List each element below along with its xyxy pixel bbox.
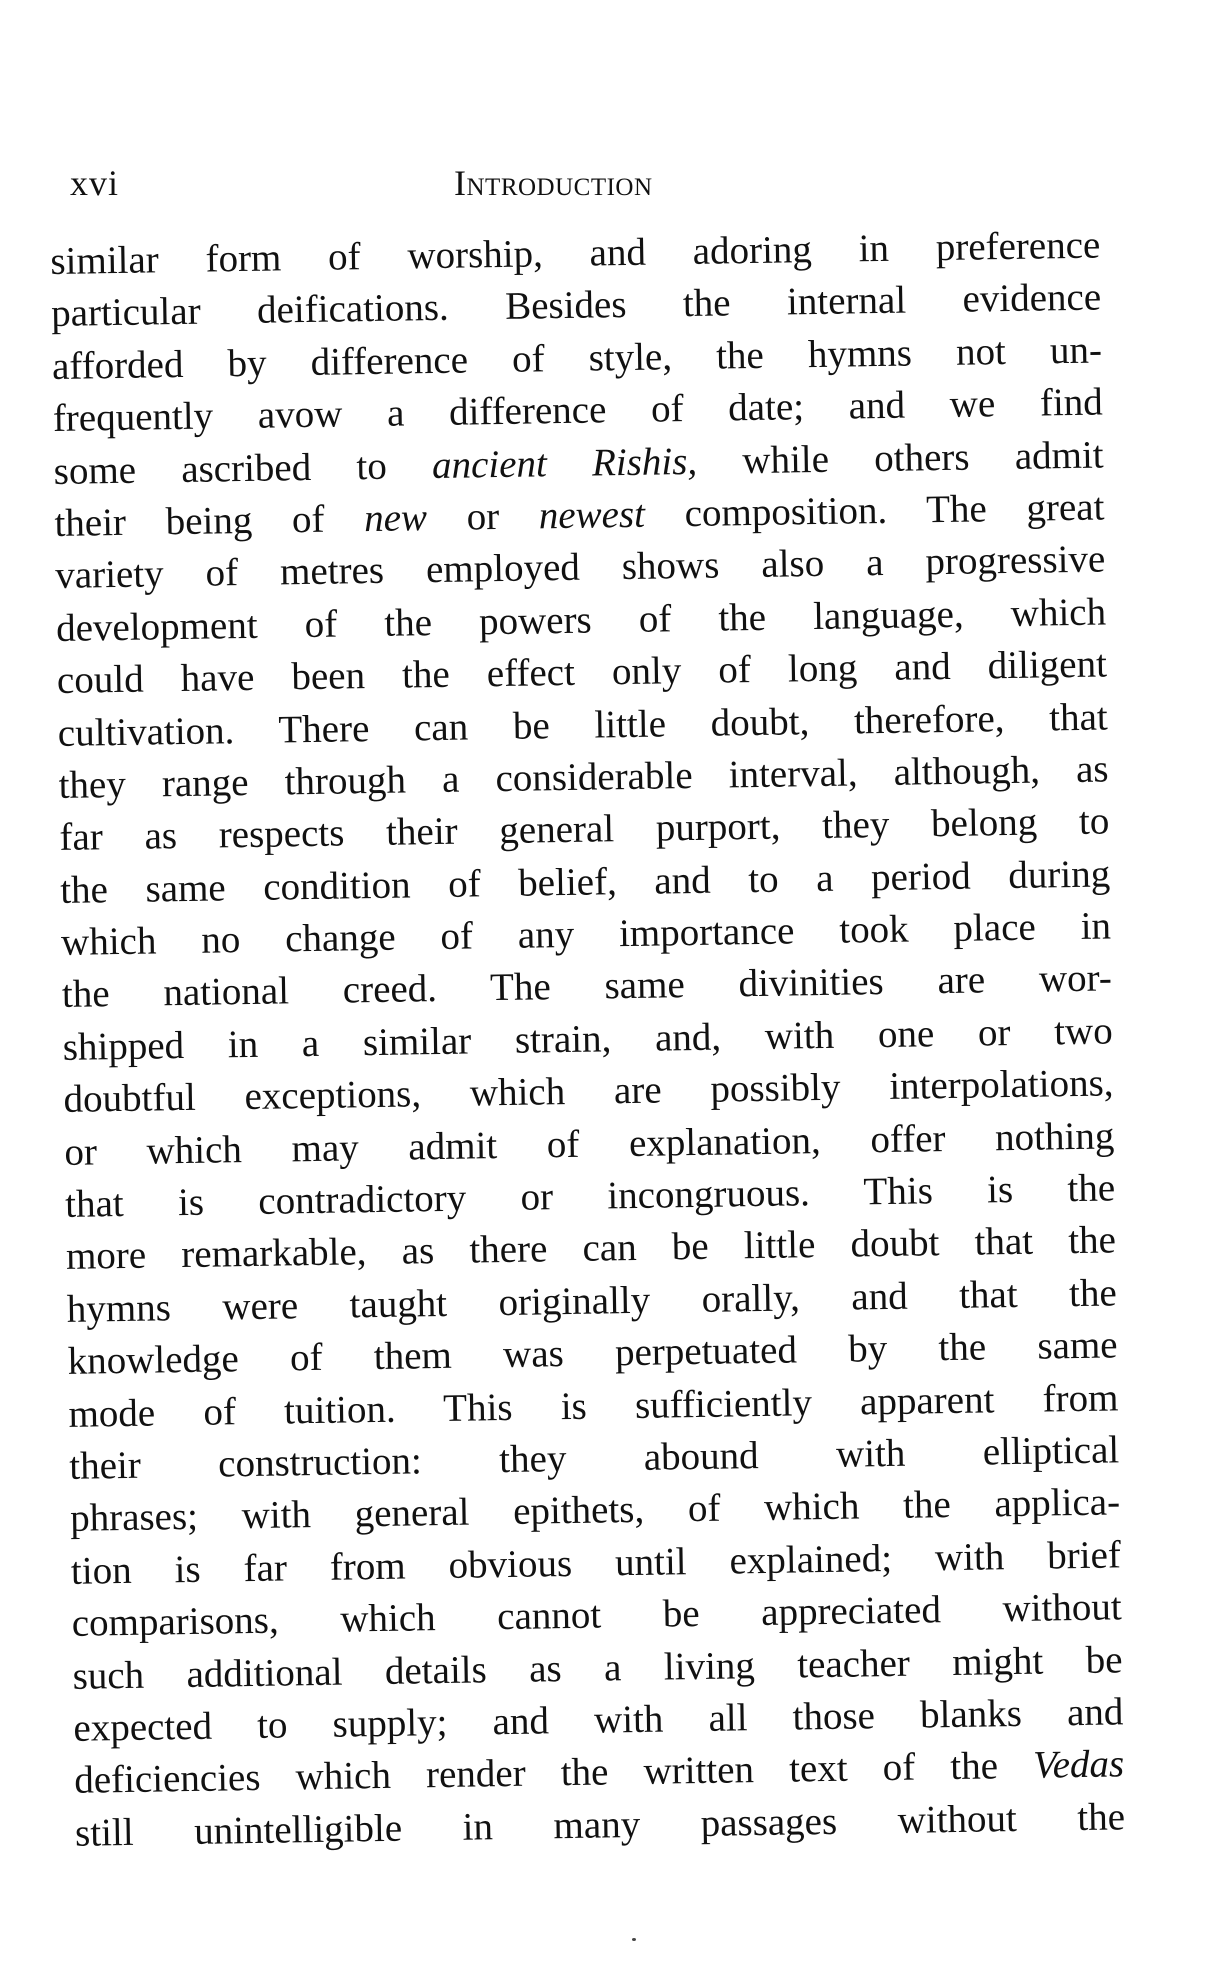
text-segment: which no change of any importance took place in [60, 904, 1112, 964]
text-segment: shipped in a similar strain, and, with one or two [62, 1009, 1113, 1069]
text-segment: they range through a considerable interval, although, as [58, 747, 1109, 807]
text-segment: still unintelligible in many passages without the [74, 1795, 1126, 1855]
text-segment: that is contradictory or incongruous. This is the [64, 1166, 1116, 1226]
text-segment: such additional details as a living teacher might be [72, 1637, 1123, 1698]
text-segment: phrases; with general epithets, of which the applica- [69, 1480, 1121, 1541]
text-segment: while others admit [696, 433, 1104, 483]
text-segment: knowledge of them was perpetuated by the same [67, 1323, 1118, 1384]
italic-text: new [363, 496, 428, 541]
text-segment: particular deifications. Besides the internal evidence [50, 275, 1102, 336]
text-segment: cultivation. There can be little doubt, therefore, that [57, 694, 1109, 755]
italic-text: Vedas [1032, 1742, 1125, 1788]
text-segment: similar form of worship, and adoring in preference [50, 223, 1101, 283]
text-segment: or which may admit of explanation, offer nothing [64, 1114, 1115, 1174]
text-segment: hymns were taught originally orally, and that the [66, 1271, 1118, 1331]
text-segment: expected to supply; and with all those blanks and [73, 1690, 1124, 1750]
text-segment: their construction: they abound with elliptical [68, 1428, 1120, 1488]
text-segment: comparisons, which cannot be appreciated without [71, 1585, 1123, 1645]
body-text [50, 220, 1125, 1860]
text-segment: tion is far from obvious until explained; with brief [70, 1533, 1122, 1593]
text-segment: the same condition of belief, and to a period during [59, 852, 1111, 912]
italic-text: newest [538, 492, 646, 538]
text-segment: more remarkable, as there can be little doubt that the [65, 1218, 1117, 1279]
print-speck [632, 1938, 636, 1941]
text-segment: frequently avow a difference of date; and we find [52, 380, 1104, 441]
text-segment: some ascribed to [53, 443, 433, 493]
text-segment: doubtful exceptions, which are possibly interpolations, [63, 1061, 1114, 1122]
text-segment: mode of tuition. This is sufficiently apparent from [68, 1375, 1119, 1436]
text-segment: variety of metres employed shows also a progressive [55, 537, 1106, 598]
text-segment: their being of [54, 497, 365, 545]
text-segment: composition. The great [644, 485, 1105, 536]
text-segment: development of the powers of the language, which [55, 590, 1107, 650]
running-title: Introduction [454, 163, 653, 203]
running-head [66, 162, 1086, 212]
text-segment: the national creed. The same divinities are wor- [61, 956, 1113, 1017]
text-segment: afforded by difference of style, the hymns not un- [51, 328, 1103, 388]
text-segment: or [426, 494, 540, 540]
page-number: xvi [70, 163, 120, 203]
italic-text: ancient Rishis, [431, 439, 698, 487]
text-segment: far as respects their general purport, they belong to [59, 799, 1110, 860]
text-segment: deficiencies which render the written text of the [73, 1744, 1034, 1803]
text-segment: could have been the effect only of long and diligent [56, 642, 1108, 703]
